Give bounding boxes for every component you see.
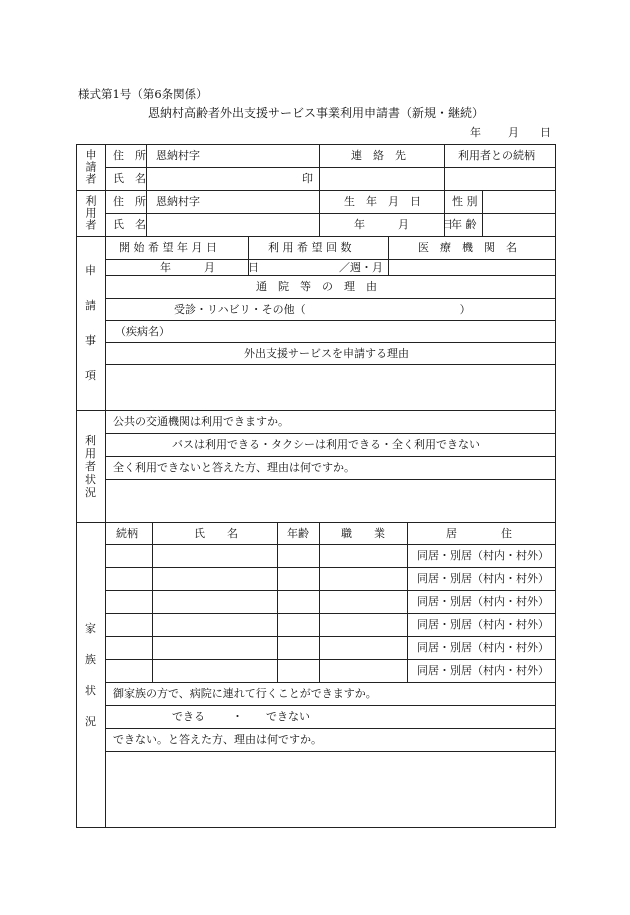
user-birth-label: 生 年 月 日 bbox=[344, 195, 421, 208]
usage-count-label: 利 用 希 望 回 数 bbox=[268, 241, 352, 254]
family-escort-option-can[interactable]: できる bbox=[172, 710, 205, 723]
family-header-occupation: 職 業 bbox=[341, 527, 385, 540]
family-section-label: 家 族 状 況 bbox=[85, 622, 96, 728]
user-birth-ymd: 年 月 日 bbox=[354, 218, 453, 231]
applicant-address-field[interactable]: 恩納村字 bbox=[156, 149, 200, 162]
family-reason-field[interactable] bbox=[106, 752, 555, 827]
form-number: 様式第1号（第6条関係） bbox=[78, 87, 208, 101]
family-escort-option-cannot[interactable]: できない bbox=[266, 710, 310, 723]
family-header-name: 氏 名 bbox=[194, 527, 238, 540]
date-month: 月 bbox=[508, 126, 519, 139]
disease-name-field[interactable]: （疾病名） bbox=[115, 325, 170, 338]
family-escort-question: 御家族の方で、病院に連れて行くことができますか。 bbox=[113, 687, 377, 700]
date-line bbox=[0, 124, 630, 138]
family-header-relation: 続柄 bbox=[116, 527, 138, 540]
family-row-residence[interactable]: 同居・別居（村内・村外） bbox=[417, 549, 549, 562]
user-address-label: 住 所 bbox=[113, 195, 146, 208]
family-row-residence[interactable]: 同居・別居（村内・村外） bbox=[417, 618, 549, 631]
user-address-field[interactable]: 恩納村字 bbox=[156, 195, 200, 208]
hospital-name-label: 医 療 機 関 名 bbox=[418, 241, 517, 254]
family-row-residence[interactable]: 同居・別居（村内・村外） bbox=[417, 664, 549, 677]
date-day: 日 bbox=[540, 126, 551, 139]
application-section-label: 申 請 事 項 bbox=[85, 264, 96, 382]
service-reason-field[interactable] bbox=[106, 365, 555, 410]
applicant-seal-mark: 印 bbox=[302, 172, 313, 185]
applicant-contact-label: 連 絡 先 bbox=[351, 149, 406, 162]
usage-count-unit: ／週・月 bbox=[339, 261, 383, 274]
form-title: 恩納村高齢者外出支援サービス事業利用申請書（新規・継続） bbox=[148, 106, 485, 120]
start-date-label: 開 始 希 望 年 月 日 bbox=[119, 241, 217, 254]
applicant-relation-label: 利用者との続柄 bbox=[458, 149, 535, 162]
application-form-table bbox=[76, 144, 556, 828]
family-reason-question: できない。と答えた方、理由は何ですか。 bbox=[113, 733, 322, 746]
user-age-label: 年 齢 bbox=[451, 218, 477, 231]
family-header-residence: 居 住 bbox=[446, 527, 512, 540]
transport-options[interactable]: バスは利用できる・タクシーは利用できる・全く利用できない bbox=[172, 438, 480, 451]
transport-reason-field[interactable] bbox=[106, 480, 555, 522]
user-gender-label: 性 別 bbox=[452, 195, 478, 208]
family-row-residence[interactable]: 同居・別居（村内・村外） bbox=[417, 572, 549, 585]
applicant-section-label: 申請者 bbox=[84, 149, 97, 185]
date-year: 年 bbox=[470, 126, 481, 139]
transport-reason-question: 全く利用できないと答えた方、理由は何ですか。 bbox=[113, 461, 355, 474]
family-row-residence[interactable]: 同居・別居（村内・村外） bbox=[417, 595, 549, 608]
service-reason-label: 外出支援サービスを申請する理由 bbox=[244, 347, 409, 360]
user-status-section-label: 利 用 者 状 況 bbox=[85, 433, 96, 499]
visit-reason-label: 通 院 等 の 理 由 bbox=[256, 280, 377, 293]
family-row-residence[interactable]: 同居・別居（村内・村外） bbox=[417, 641, 549, 654]
visit-reason-options[interactable]: 受診・リハビリ・その他（ ） bbox=[174, 303, 471, 316]
family-escort-option-separator: ・ bbox=[232, 710, 243, 723]
user-section-label: 利用者 bbox=[84, 195, 97, 231]
family-header-age: 年齢 bbox=[287, 527, 309, 540]
start-date-ymd: 年 月 日 bbox=[160, 261, 259, 274]
applicant-name-label: 氏 名 bbox=[113, 172, 146, 185]
applicant-address-label: 住 所 bbox=[113, 149, 146, 162]
user-name-label: 氏 名 bbox=[113, 218, 146, 231]
transport-question: 公共の交通機関は利用できますか。 bbox=[113, 415, 289, 428]
